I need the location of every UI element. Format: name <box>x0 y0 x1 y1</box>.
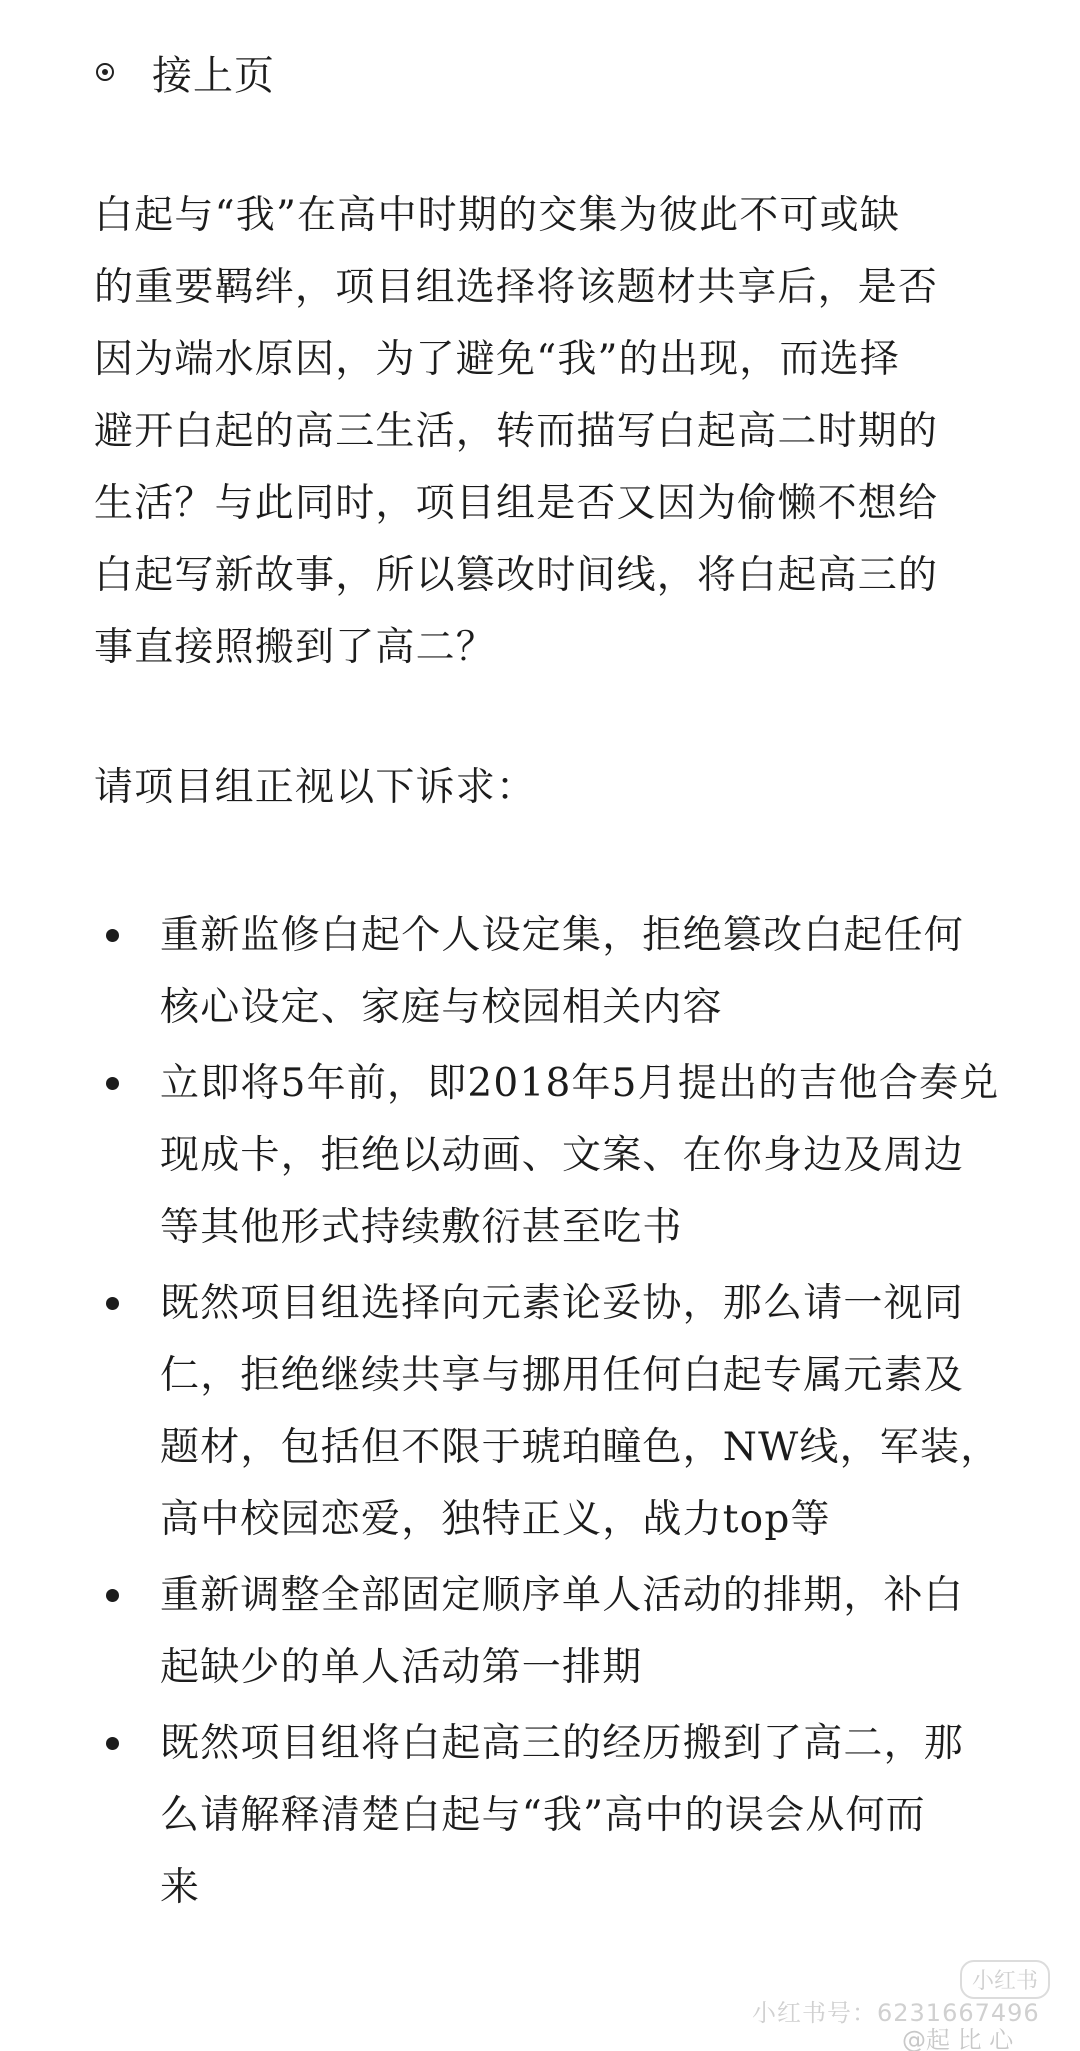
bullet-icon <box>106 1589 119 1602</box>
list-item-line: 既然项目组将白起高三的经历搬到了高二，那 <box>160 1721 965 1766</box>
list-item <box>94 1268 1014 1556</box>
list-item-line: 来 <box>160 1865 201 1910</box>
list-item-line: 核心设定、家庭与校园相关内容 <box>160 985 723 1030</box>
list-item-line: 重新调整全部固定顺序单人活动的排期，补白 <box>160 1573 965 1618</box>
paragraph-line: 白起与“我”在高中时期的交集为彼此不可或缺 <box>94 193 901 238</box>
intro-paragraph <box>94 180 994 684</box>
paragraph-line: 的重要羁绊，项目组选择将该题材共享后，是否 <box>94 265 939 310</box>
bullet-icon <box>106 1297 119 1310</box>
bullet-icon <box>106 929 119 942</box>
list-item <box>94 900 1014 1044</box>
paragraph-line: 因为端水原因，为了避免“我”的出现，而选择 <box>94 337 901 382</box>
section-header <box>96 42 275 102</box>
list-item-line: 立即将5年前，即2018年5月提出的吉他合奏兑 <box>160 1061 1000 1106</box>
list-item-line: 仁，拒绝继续共享与挪用任何白起专属元素及 <box>160 1353 965 1398</box>
paragraph-line: 白起写新故事，所以篡改时间线，将白起高三的 <box>94 553 939 598</box>
bullet-icon <box>106 1077 119 1090</box>
request-heading-text: 请项目组正视以下诉求： <box>94 765 537 810</box>
bullet-icon <box>106 1737 119 1750</box>
list-item <box>94 1560 1014 1704</box>
list-item-line: 高中校园恋爱，独特正义，战力top等 <box>160 1497 831 1542</box>
list-item-line: 等其他形式持续敷衍甚至吃书 <box>160 1205 683 1250</box>
list-item-line: 现成卡，拒绝以动画、文案、在你身边及周边 <box>160 1133 965 1178</box>
list-item-line: 么请解释清楚白起与“我”高中的误会从何而 <box>160 1793 926 1838</box>
header-title: 接上页 <box>152 52 275 99</box>
paragraph-line: 事直接照搬到了高二？ <box>94 625 497 670</box>
list-item-line: 起缺少的单人活动第一排期 <box>160 1645 643 1690</box>
radio-dot-icon <box>96 63 114 81</box>
list-item-line: 重新监修白起个人设定集，拒绝篡改白起任何 <box>160 913 965 958</box>
watermark-logo: 小红书 <box>960 1960 1050 1999</box>
list-item <box>94 1048 1014 1264</box>
list-item-line: 既然项目组选择向元素论妥协，那么请一视同 <box>160 1281 965 1326</box>
paragraph-line: 生活？与此同时，项目组是否又因为偷懒不想给 <box>94 481 939 526</box>
watermark-id: 小红书号：6231667496 <box>752 1999 1040 2027</box>
list-item-line: 题材，包括但不限于琥珀瞳色，NW线，军装， <box>160 1425 1001 1470</box>
demands-list <box>94 900 1014 1928</box>
list-item <box>94 1708 1014 1924</box>
request-heading <box>94 752 994 824</box>
paragraph-line: 避开白起的高三生活，转而描写白起高二时期的 <box>94 409 939 454</box>
watermark-weibo: @起 比 心 <box>902 2026 1014 2051</box>
